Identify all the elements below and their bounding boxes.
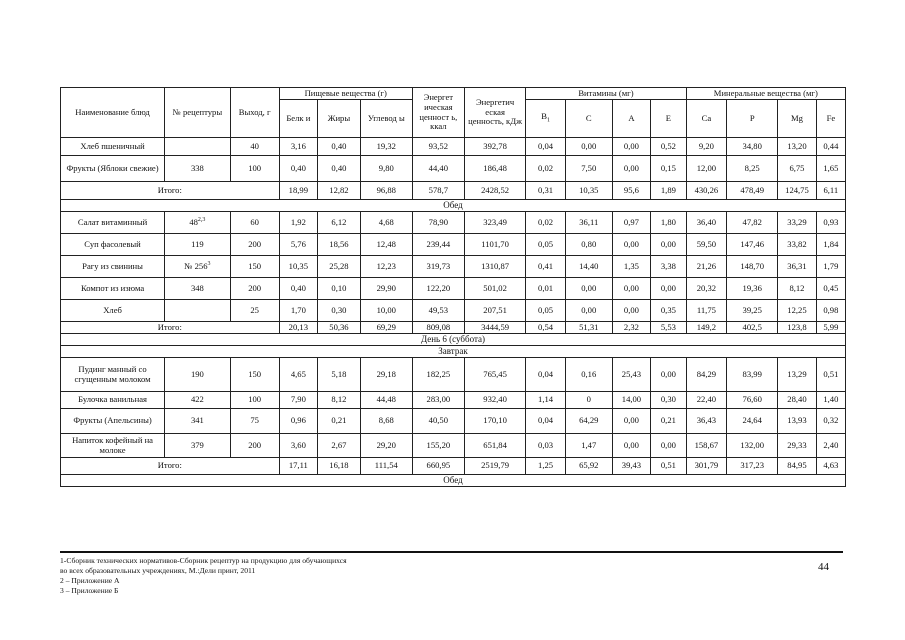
- nutrition-menu-sheet: [60, 87, 846, 487]
- cell-c: 51,31: [565, 322, 612, 334]
- table-row: [61, 156, 846, 182]
- cell-e: 3,38: [651, 256, 686, 278]
- cell-fat: 0,40: [318, 138, 361, 156]
- yield-value: 25: [230, 300, 279, 322]
- cell-kcal: 78,90: [412, 212, 464, 234]
- header-protein: Белк и: [279, 100, 318, 138]
- cell-kj: 1310,87: [464, 256, 525, 278]
- cell-c: 65,92: [565, 458, 612, 475]
- cell-mg: 28,40: [778, 392, 817, 409]
- cell-ca: 301,79: [686, 458, 727, 475]
- table-row: [61, 434, 846, 458]
- dish-name: Пудинг манный со сгущенным молоком: [61, 358, 165, 392]
- cell-mg: 13,93: [778, 409, 817, 434]
- cell-carbs: 12,23: [360, 256, 412, 278]
- cell-carbs: 29,90: [360, 278, 412, 300]
- cell-carbs: 111,54: [360, 458, 412, 475]
- cell-protein: 1,70: [279, 300, 318, 322]
- total-label: Итого:: [61, 182, 280, 200]
- recipe-footnote-ref: 2,3: [197, 217, 206, 224]
- header-yield: Выход, г: [230, 88, 279, 138]
- footnote-2: 2 – Приложение А: [60, 576, 120, 585]
- dish-name: Компот из изюма: [61, 278, 165, 300]
- cell-a: 25,43: [612, 358, 651, 392]
- cell-protein: 20,13: [279, 322, 318, 334]
- cell-mg: 84,95: [778, 458, 817, 475]
- table-row: [61, 234, 846, 256]
- cell-kcal: 239,44: [412, 234, 464, 256]
- header-nutrients: Пищевые вещества (г): [279, 88, 412, 100]
- cell-fat: 5,18: [318, 358, 361, 392]
- recipe-number: 338: [165, 156, 231, 182]
- cell-kj: 392,78: [464, 138, 525, 156]
- cell-e: 1,80: [651, 212, 686, 234]
- dish-name: Напиток кофейный на молоке: [61, 434, 165, 458]
- footnotes: [60, 556, 347, 596]
- cell-ca: 9,20: [686, 138, 727, 156]
- cell-kcal: 319,73: [412, 256, 464, 278]
- cell-a: 2,32: [612, 322, 651, 334]
- header-dish: Наименование блюд: [61, 88, 165, 138]
- cell-p: 83,99: [727, 358, 778, 392]
- cell-ca: 12,00: [686, 156, 727, 182]
- cell-e: 1,89: [651, 182, 686, 200]
- cell-b1: 0,05: [526, 234, 566, 256]
- cell-e: 0,51: [651, 458, 686, 475]
- cell-mg: 33,82: [778, 234, 817, 256]
- cell-e: 0,35: [651, 300, 686, 322]
- cell-protein: 3,60: [279, 434, 318, 458]
- dish-name: Фрукты (Яблоки свежие): [61, 156, 165, 182]
- cell-c: 64,29: [565, 409, 612, 434]
- cell-b1: 0,04: [526, 358, 566, 392]
- cell-kj: 2519,79: [464, 458, 525, 475]
- cell-fe: 2,40: [816, 434, 845, 458]
- cell-kcal: 49,53: [412, 300, 464, 322]
- cell-fe: 1,79: [816, 256, 845, 278]
- cell-b1: 0,41: [526, 256, 566, 278]
- cell-mg: 123,8: [778, 322, 817, 334]
- recipe-number: [165, 138, 231, 156]
- cell-fat: 0,10: [318, 278, 361, 300]
- section-label: Обед: [61, 200, 846, 212]
- yield-value: 100: [230, 392, 279, 409]
- table-row: [61, 409, 846, 434]
- cell-mg: 13,20: [778, 138, 817, 156]
- section-row: [61, 346, 846, 358]
- recipe-number: 119: [165, 234, 231, 256]
- cell-kj: 186,48: [464, 156, 525, 182]
- cell-protein: 10,35: [279, 256, 318, 278]
- cell-ca: 22,40: [686, 392, 727, 409]
- nutrition-table: [60, 87, 846, 487]
- cell-a: 0,00: [612, 138, 651, 156]
- cell-b1: 0,02: [526, 156, 566, 182]
- recipe-number-text: № 256: [184, 261, 208, 272]
- cell-a: 39,43: [612, 458, 651, 475]
- cell-c: 0,00: [565, 300, 612, 322]
- cell-p: 402,5: [727, 322, 778, 334]
- cell-ca: 21,26: [686, 256, 727, 278]
- section-row: [61, 475, 846, 487]
- header-energy-kj: Энергетич еская ценность, кДж: [464, 88, 525, 138]
- cell-fat: 0,40: [318, 156, 361, 182]
- cell-kcal: 182,25: [412, 358, 464, 392]
- cell-b1: 1,25: [526, 458, 566, 475]
- header-vit-c: C: [565, 100, 612, 138]
- dish-name: Булочка ванильная: [61, 392, 165, 409]
- section-row: [61, 200, 846, 212]
- cell-mg: 8,12: [778, 278, 817, 300]
- cell-p: 147,46: [727, 234, 778, 256]
- cell-kcal: 155,20: [412, 434, 464, 458]
- header-p: P: [727, 100, 778, 138]
- cell-fe: 6,11: [816, 182, 845, 200]
- cell-c: 14,40: [565, 256, 612, 278]
- cell-p: 76,60: [727, 392, 778, 409]
- cell-p: 24,64: [727, 409, 778, 434]
- header-row-1: [61, 88, 846, 100]
- cell-a: 14,00: [612, 392, 651, 409]
- header-minerals: Минеральные вещества (мг): [686, 88, 845, 100]
- cell-fe: 1,84: [816, 234, 845, 256]
- cell-e: 5,53: [651, 322, 686, 334]
- cell-c: 0,16: [565, 358, 612, 392]
- recipe-number: 190: [165, 358, 231, 392]
- cell-mg: 33,29: [778, 212, 817, 234]
- cell-protein: 0,96: [279, 409, 318, 434]
- cell-carbs: 10,00: [360, 300, 412, 322]
- cell-p: 317,23: [727, 458, 778, 475]
- cell-a: 0,00: [612, 156, 651, 182]
- cell-b1: 0,03: [526, 434, 566, 458]
- cell-carbs: 29,20: [360, 434, 412, 458]
- cell-carbs: 9,80: [360, 156, 412, 182]
- cell-b1: 0,31: [526, 182, 566, 200]
- cell-kcal: 283,00: [412, 392, 464, 409]
- yield-value: 200: [230, 434, 279, 458]
- table-row: [61, 256, 846, 278]
- yield-value: 150: [230, 256, 279, 278]
- header-ca: Ca: [686, 100, 727, 138]
- cell-fe: 1,65: [816, 156, 845, 182]
- cell-carbs: 12,48: [360, 234, 412, 256]
- cell-c: 1,47: [565, 434, 612, 458]
- cell-e: 0,21: [651, 409, 686, 434]
- cell-fat: 0,30: [318, 300, 361, 322]
- yield-value: 60: [230, 212, 279, 234]
- cell-kj: 1101,70: [464, 234, 525, 256]
- header-fat: Жиры: [318, 100, 361, 138]
- cell-fe: 0,51: [816, 358, 845, 392]
- yield-value: 200: [230, 234, 279, 256]
- cell-kcal: 40,50: [412, 409, 464, 434]
- cell-kj: 932,40: [464, 392, 525, 409]
- cell-p: 148,70: [727, 256, 778, 278]
- cell-fat: 18,56: [318, 234, 361, 256]
- recipe-number: [165, 256, 231, 278]
- cell-ca: 84,29: [686, 358, 727, 392]
- cell-p: 132,00: [727, 434, 778, 458]
- footnote-1: 1-Сборник технических нормативов-Сборник рецептур на продукцию для обучающихся: [60, 556, 347, 565]
- cell-p: 34,80: [727, 138, 778, 156]
- cell-carbs: 19,32: [360, 138, 412, 156]
- header-vit-b1: $B_1$: [526, 100, 566, 138]
- footer-rule: [60, 551, 843, 553]
- cell-c: 0,00: [565, 278, 612, 300]
- section-label: Обед: [61, 475, 846, 487]
- cell-mg: 12,25: [778, 300, 817, 322]
- recipe-number: 379: [165, 434, 231, 458]
- cell-ca: 36,40: [686, 212, 727, 234]
- header-vit-a: A: [612, 100, 651, 138]
- header-recipe: № рецептуры: [165, 88, 231, 138]
- yield-value: 200: [230, 278, 279, 300]
- cell-kcal: 44,40: [412, 156, 464, 182]
- yield-value: 40: [230, 138, 279, 156]
- cell-kj: 501,02: [464, 278, 525, 300]
- cell-mg: 6,75: [778, 156, 817, 182]
- cell-kcal: 93,52: [412, 138, 464, 156]
- cell-b1: 1,14: [526, 392, 566, 409]
- cell-fe: 0,93: [816, 212, 845, 234]
- cell-fe: 5,99: [816, 322, 845, 334]
- cell-fat: 2,67: [318, 434, 361, 458]
- cell-c: 0,00: [565, 138, 612, 156]
- yield-value: 75: [230, 409, 279, 434]
- cell-p: 478,49: [727, 182, 778, 200]
- cell-a: 0,97: [612, 212, 651, 234]
- cell-b1: 0,54: [526, 322, 566, 334]
- recipe-number: [165, 212, 231, 234]
- total-label: Итого:: [61, 322, 280, 334]
- cell-protein: 17,11: [279, 458, 318, 475]
- cell-mg: 29,33: [778, 434, 817, 458]
- cell-e: 0,00: [651, 234, 686, 256]
- cell-ca: 149,2: [686, 322, 727, 334]
- cell-a: 95,6: [612, 182, 651, 200]
- cell-protein: 0,40: [279, 278, 318, 300]
- cell-ca: 20,32: [686, 278, 727, 300]
- cell-fat: 50,36: [318, 322, 361, 334]
- table-row: [61, 212, 846, 234]
- cell-carbs: 44,48: [360, 392, 412, 409]
- total-row: [61, 182, 846, 200]
- table-row: [61, 278, 846, 300]
- yield-value: 150: [230, 358, 279, 392]
- cell-kcal: 578,7: [412, 182, 464, 200]
- cell-p: 19,36: [727, 278, 778, 300]
- footnote-1-cont: во всех образовательных учреждениях, М.:Дели принт, 2011: [60, 566, 256, 575]
- cell-kj: 323,49: [464, 212, 525, 234]
- header-energy-kcal: Энергет ическая ценност ь, ккал: [412, 88, 464, 138]
- cell-p: 8,25: [727, 156, 778, 182]
- cell-e: 0,30: [651, 392, 686, 409]
- cell-carbs: 8,68: [360, 409, 412, 434]
- recipe-footnote-ref: 3: [207, 261, 211, 268]
- cell-kj: 651,84: [464, 434, 525, 458]
- cell-fe: 0,32: [816, 409, 845, 434]
- cell-fe: 0,98: [816, 300, 845, 322]
- page-number: 44: [818, 561, 829, 573]
- cell-e: 0,00: [651, 278, 686, 300]
- cell-protein: 1,92: [279, 212, 318, 234]
- cell-fe: 4,63: [816, 458, 845, 475]
- cell-a: 0,00: [612, 234, 651, 256]
- cell-c: 10,35: [565, 182, 612, 200]
- cell-a: 0,00: [612, 409, 651, 434]
- cell-c: 0: [565, 392, 612, 409]
- cell-kj: 207,51: [464, 300, 525, 322]
- cell-a: 1,35: [612, 256, 651, 278]
- cell-ca: 59,50: [686, 234, 727, 256]
- cell-carbs: 96,88: [360, 182, 412, 200]
- cell-fat: 0,21: [318, 409, 361, 434]
- cell-carbs: 69,29: [360, 322, 412, 334]
- cell-kj: 170,10: [464, 409, 525, 434]
- cell-e: 0,00: [651, 358, 686, 392]
- table-row: [61, 138, 846, 156]
- dish-name: Салат витаминный: [61, 212, 165, 234]
- dish-name: Хлеб пшеничный: [61, 138, 165, 156]
- header-carbs: Углевод ы: [360, 100, 412, 138]
- yield-value: 100: [230, 156, 279, 182]
- section-row: [61, 334, 846, 346]
- header-vit-e: E: [651, 100, 686, 138]
- footnote-3: 3 – Приложение Б: [60, 586, 119, 595]
- cell-e: 0,15: [651, 156, 686, 182]
- recipe-number: [165, 300, 231, 322]
- cell-protein: 3,16: [279, 138, 318, 156]
- cell-a: 0,00: [612, 300, 651, 322]
- cell-fat: 8,12: [318, 392, 361, 409]
- cell-ca: 158,67: [686, 434, 727, 458]
- recipe-number: 348: [165, 278, 231, 300]
- cell-ca: 11,75: [686, 300, 727, 322]
- recipe-number: 422: [165, 392, 231, 409]
- section-label: День 6 (суббота): [61, 334, 846, 346]
- cell-b1: 0,02: [526, 212, 566, 234]
- cell-carbs: 4,68: [360, 212, 412, 234]
- recipe-number: 341: [165, 409, 231, 434]
- cell-kj: 3444,59: [464, 322, 525, 334]
- cell-ca: 36,43: [686, 409, 727, 434]
- cell-kcal: 809,08: [412, 322, 464, 334]
- total-label: Итого:: [61, 458, 280, 475]
- cell-fat: 16,18: [318, 458, 361, 475]
- cell-mg: 13,29: [778, 358, 817, 392]
- cell-p: 39,25: [727, 300, 778, 322]
- header-mg: Mg: [778, 100, 817, 138]
- cell-c: 36,11: [565, 212, 612, 234]
- cell-e: 0,00: [651, 434, 686, 458]
- cell-protein: 7,90: [279, 392, 318, 409]
- cell-fe: 0,44: [816, 138, 845, 156]
- cell-fe: 0,45: [816, 278, 845, 300]
- cell-a: 0,00: [612, 278, 651, 300]
- table-row: [61, 392, 846, 409]
- cell-protein: 4,65: [279, 358, 318, 392]
- cell-kj: 765,45: [464, 358, 525, 392]
- total-row: [61, 322, 846, 334]
- cell-protein: 0,40: [279, 156, 318, 182]
- cell-b1: 0,04: [526, 138, 566, 156]
- cell-kcal: 660,95: [412, 458, 464, 475]
- cell-fat: 25,28: [318, 256, 361, 278]
- cell-kj: 2428,52: [464, 182, 525, 200]
- table-row: [61, 358, 846, 392]
- cell-a: 0,00: [612, 434, 651, 458]
- cell-e: 0,52: [651, 138, 686, 156]
- total-row: [61, 458, 846, 475]
- recipe-number-text: 48: [189, 217, 198, 228]
- cell-c: 0,80: [565, 234, 612, 256]
- cell-b1: 0,05: [526, 300, 566, 322]
- cell-mg: 124,75: [778, 182, 817, 200]
- section-label: Завтрак: [61, 346, 846, 358]
- cell-p: 47,82: [727, 212, 778, 234]
- cell-fat: 12,82: [318, 182, 361, 200]
- header-vitamins: Витамины (мг): [526, 88, 686, 100]
- cell-ca: 430,26: [686, 182, 727, 200]
- cell-kcal: 122,20: [412, 278, 464, 300]
- dish-name: Хлеб: [61, 300, 165, 322]
- cell-mg: 36,31: [778, 256, 817, 278]
- cell-protein: 18,99: [279, 182, 318, 200]
- cell-carbs: 29,18: [360, 358, 412, 392]
- dish-name: Фрукты (Апельсины): [61, 409, 165, 434]
- cell-b1: 0,01: [526, 278, 566, 300]
- dish-name: Суп фасолевый: [61, 234, 165, 256]
- cell-fat: 6,12: [318, 212, 361, 234]
- cell-protein: 5,76: [279, 234, 318, 256]
- dish-name: Рагу из свинины: [61, 256, 165, 278]
- header-fe: Fe: [816, 100, 845, 138]
- cell-b1: 0,04: [526, 409, 566, 434]
- table-row: [61, 300, 846, 322]
- cell-fe: 1,40: [816, 392, 845, 409]
- cell-c: 7,50: [565, 156, 612, 182]
